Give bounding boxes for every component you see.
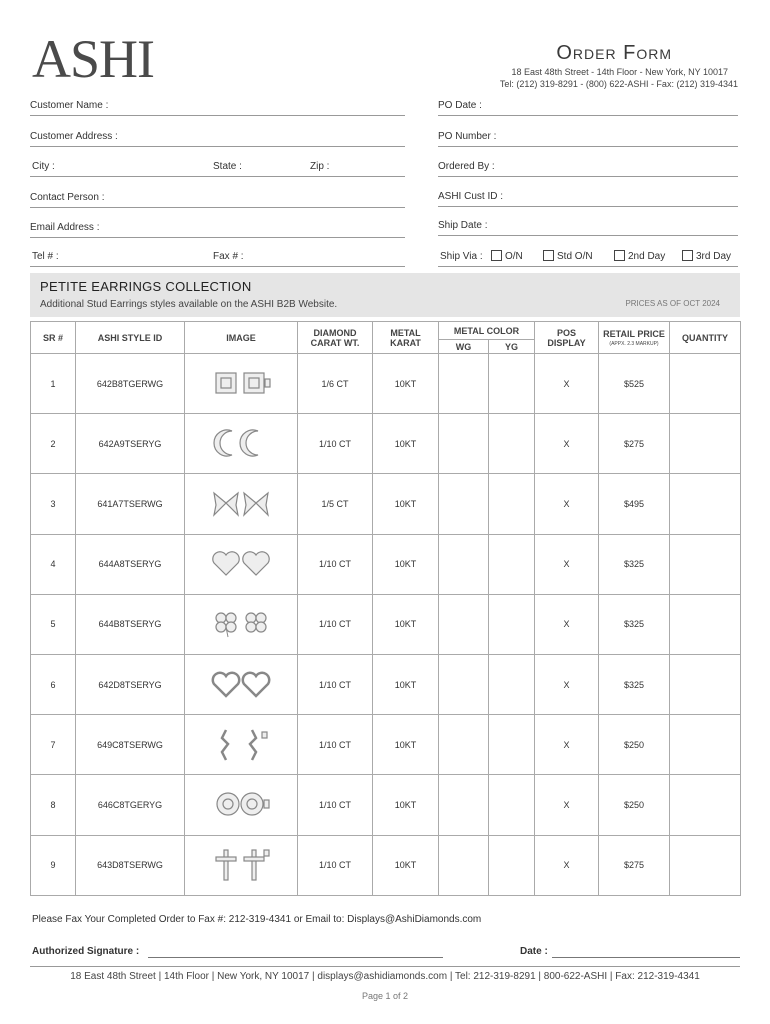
table-row (31, 594, 741, 654)
po-date-label: PO Date : (438, 100, 482, 111)
contact-person-label: Contact Person : (30, 192, 105, 203)
collection-subtitle: Additional Stud Earrings styles available on the ASHI B2B Website. (40, 299, 338, 310)
yg-cell[interactable] (489, 835, 535, 895)
heart-stud-earrings-icon (208, 545, 274, 583)
karat-cell: 10KT (373, 354, 439, 414)
checkbox-icon[interactable] (543, 250, 554, 261)
sr-cell: 8 (31, 775, 76, 835)
po-number-field[interactable] (438, 125, 738, 147)
page-number: Page 1 of 2 (361, 991, 409, 1001)
sr-cell: 2 (31, 414, 76, 474)
customer-address-label: Customer Address : (30, 131, 118, 142)
table-row (31, 534, 741, 594)
ship-date-label: Ship Date : (438, 220, 488, 231)
style-id-cell: 644B8TSERYG (76, 594, 185, 654)
price-note: PRICES AS OF OCT 2024 (625, 299, 720, 308)
wg-cell[interactable] (439, 775, 489, 835)
ordered-by-label: Ordered By : (438, 161, 495, 172)
crescent-moon-earrings-icon (208, 425, 274, 463)
yg-cell[interactable] (489, 414, 535, 474)
header-pos-display: POS DISPLAY (535, 322, 599, 354)
ship-option-on[interactable]: O/N (491, 250, 523, 262)
signature-line[interactable] (148, 957, 443, 958)
header-diamond-carat: DIAMOND CARAT WT. (298, 322, 373, 354)
karat-cell: 10KT (373, 835, 439, 895)
quantity-cell[interactable] (670, 775, 741, 835)
pos-display-cell: X (535, 654, 599, 714)
table-row (31, 474, 741, 534)
style-id-cell: 646C8TGERYG (76, 775, 185, 835)
retail-price-cell: $275 (599, 835, 670, 895)
wg-cell[interactable] (439, 474, 489, 534)
wg-cell[interactable] (439, 534, 489, 594)
image-cell (185, 534, 298, 594)
image-cell (185, 474, 298, 534)
zip-label: Zip : (310, 161, 330, 172)
ship-option-std-on[interactable]: Std O/N (543, 250, 593, 262)
style-id-cell: 644A8TSERYG (76, 534, 185, 594)
image-cell (185, 654, 298, 714)
table-row (31, 715, 741, 775)
sr-cell: 9 (31, 835, 76, 895)
style-id-cell: 642D8TSERYG (76, 654, 185, 714)
ship-date-field[interactable] (438, 214, 738, 236)
ashi-cust-id-field[interactable] (438, 185, 738, 207)
table-row (31, 354, 741, 414)
sr-cell: 1 (31, 354, 76, 414)
sr-cell: 7 (31, 715, 76, 775)
pos-display-cell: X (535, 354, 599, 414)
retail-price-cell: $525 (599, 354, 670, 414)
tel-label: Tel # : (32, 251, 59, 262)
collection-title: PETITE EARRINGS COLLECTION (40, 279, 252, 294)
yg-cell[interactable] (489, 775, 535, 835)
ashi-cust-id-label: ASHI Cust ID : (438, 191, 504, 202)
date-line[interactable] (552, 957, 740, 958)
table-row (31, 835, 741, 895)
header-image: IMAGE (185, 322, 298, 354)
image-cell (185, 835, 298, 895)
quantity-cell[interactable] (670, 594, 741, 654)
retail-price-cell: $325 (599, 654, 670, 714)
open-heart-earrings-icon (208, 666, 274, 704)
carat-cell: 1/10 CT (298, 414, 373, 474)
karat-cell: 10KT (373, 414, 439, 474)
carat-cell: 1/5 CT (298, 474, 373, 534)
retail-price-cell: $250 (599, 775, 670, 835)
contact-person-field[interactable] (30, 186, 405, 208)
checkbox-icon[interactable] (614, 250, 625, 261)
carat-cell: 1/10 CT (298, 654, 373, 714)
carat-cell: 1/6 CT (298, 354, 373, 414)
ship-option-2nd-day[interactable]: 2nd Day (614, 250, 665, 262)
customer-address-field[interactable] (30, 125, 405, 147)
email-address-field[interactable] (30, 216, 405, 238)
halo-stud-earrings-icon (208, 786, 274, 824)
wg-cell[interactable] (439, 594, 489, 654)
image-cell (185, 594, 298, 654)
checkbox-icon[interactable] (682, 250, 693, 261)
order-table (30, 321, 741, 896)
header-style-id: ASHI STYLE ID (76, 322, 185, 354)
retail-price-cell: $275 (599, 414, 670, 474)
pos-display-cell: X (535, 534, 599, 594)
pos-display-cell: X (535, 414, 599, 474)
yg-cell[interactable] (489, 474, 535, 534)
quantity-cell[interactable] (670, 414, 741, 474)
style-id-cell: 649C8TSERWG (76, 715, 185, 775)
sr-cell: 5 (31, 594, 76, 654)
customer-name-field[interactable] (30, 94, 405, 116)
carat-cell: 1/10 CT (298, 534, 373, 594)
pos-display-cell: X (535, 474, 599, 534)
wg-cell[interactable] (439, 414, 489, 474)
style-id-cell: 642A9TSERYG (76, 414, 185, 474)
po-number-label: PO Number : (438, 131, 497, 142)
form-title: Order Form (556, 42, 672, 64)
sr-cell: 4 (31, 534, 76, 594)
karat-cell: 10KT (373, 474, 439, 534)
retail-price-cell: $325 (599, 594, 670, 654)
retail-price-cell: $495 (599, 474, 670, 534)
style-id-cell: 642B8TGERWG (76, 354, 185, 414)
table-row (31, 654, 741, 714)
fax-label: Fax # : (213, 251, 244, 262)
state-label: State : (213, 161, 242, 172)
fax-instructions: Please Fax Your Completed Order to Fax #: 212-319-4341 or Email to: Displays@AshiDiamonds.com (32, 914, 482, 925)
checkbox-icon[interactable] (491, 250, 502, 261)
image-cell (185, 414, 298, 474)
retail-price-cell: $325 (599, 534, 670, 594)
header-retail-price: RETAIL PRICE (APPX. 2.3 MARKUP) (599, 322, 670, 354)
karat-cell: 10KT (373, 654, 439, 714)
tel-fax-field[interactable] (30, 245, 405, 267)
header-metal-karat: METAL KARAT (373, 322, 439, 354)
yg-cell[interactable] (489, 354, 535, 414)
karat-cell: 10KT (373, 534, 439, 594)
ship-via-field (438, 245, 738, 267)
quantity-cell[interactable] (670, 654, 741, 714)
footer-divider (30, 966, 740, 967)
ordered-by-field[interactable] (438, 155, 738, 177)
carat-cell: 1/10 CT (298, 835, 373, 895)
carat-cell: 1/10 CT (298, 594, 373, 654)
quantity-cell[interactable] (670, 715, 741, 775)
cross-earrings-icon (208, 846, 274, 884)
ship-via-label: Ship Via : (440, 251, 483, 262)
sr-cell: 6 (31, 654, 76, 714)
style-id-cell: 643D8TSERWG (76, 835, 185, 895)
yg-cell[interactable] (489, 594, 535, 654)
yg-cell[interactable] (489, 654, 535, 714)
karat-cell: 10KT (373, 775, 439, 835)
retail-price-cell: $250 (599, 715, 670, 775)
header-yg: YG (489, 340, 535, 354)
header-sr: SR # (31, 322, 76, 354)
ear-climber-earrings-icon (208, 726, 274, 764)
karat-cell: 10KT (373, 594, 439, 654)
ship-option-3rd-day[interactable]: 3rd Day (682, 250, 731, 262)
header-phone: Tel: (212) 319-8291 - (800) 622-ASHI - Fax: (212) 319-4341 (499, 79, 738, 89)
carat-cell: 1/10 CT (298, 715, 373, 775)
wg-cell[interactable] (439, 835, 489, 895)
wg-cell[interactable] (439, 715, 489, 775)
quantity-cell[interactable] (670, 835, 741, 895)
quantity-cell[interactable] (670, 534, 741, 594)
wg-cell[interactable] (439, 654, 489, 714)
header-metal-color: METAL COLOR (439, 322, 535, 340)
city-label: City : (32, 161, 55, 172)
wg-cell[interactable] (439, 354, 489, 414)
pos-display-cell: X (535, 835, 599, 895)
square-stud-earrings-icon (208, 365, 274, 403)
image-cell (185, 775, 298, 835)
header-address: 18 East 48th Street - 14th Floor - New York, NY 10017 (511, 67, 728, 77)
image-cell (185, 354, 298, 414)
image-cell (185, 715, 298, 775)
style-id-cell: 641A7TSERWG (76, 474, 185, 534)
signature-label: Authorized Signature : (32, 946, 140, 957)
pos-display-cell: X (535, 594, 599, 654)
header-quantity: QUANTITY (670, 322, 741, 354)
yg-cell[interactable] (489, 715, 535, 775)
quantity-cell[interactable] (670, 354, 741, 414)
customer-name-label: Customer Name : (30, 100, 109, 111)
city-state-zip-field[interactable] (30, 155, 405, 177)
sr-cell: 3 (31, 474, 76, 534)
footer-address: 18 East 48th Street | 14th Floor | New York, NY 10017 | displays@ashidiamonds.com | Tel: 212-319-8291 | 800-622-ASHI | Fax: 212-319-4341 (70, 971, 700, 982)
table-row (31, 775, 741, 835)
email-address-label: Email Address : (30, 222, 100, 233)
karat-cell: 10KT (373, 715, 439, 775)
po-date-field[interactable] (438, 94, 738, 116)
header-wg: WG (439, 340, 489, 354)
yg-cell[interactable] (489, 534, 535, 594)
table-row (31, 414, 741, 474)
date-label: Date : (520, 946, 548, 957)
clover-earrings-icon (208, 605, 274, 643)
ashi-logo: ASHI (32, 29, 155, 89)
butterfly-earrings-icon (208, 485, 274, 523)
pos-display-cell: X (535, 775, 599, 835)
carat-cell: 1/10 CT (298, 775, 373, 835)
quantity-cell[interactable] (670, 474, 741, 534)
pos-display-cell: X (535, 715, 599, 775)
